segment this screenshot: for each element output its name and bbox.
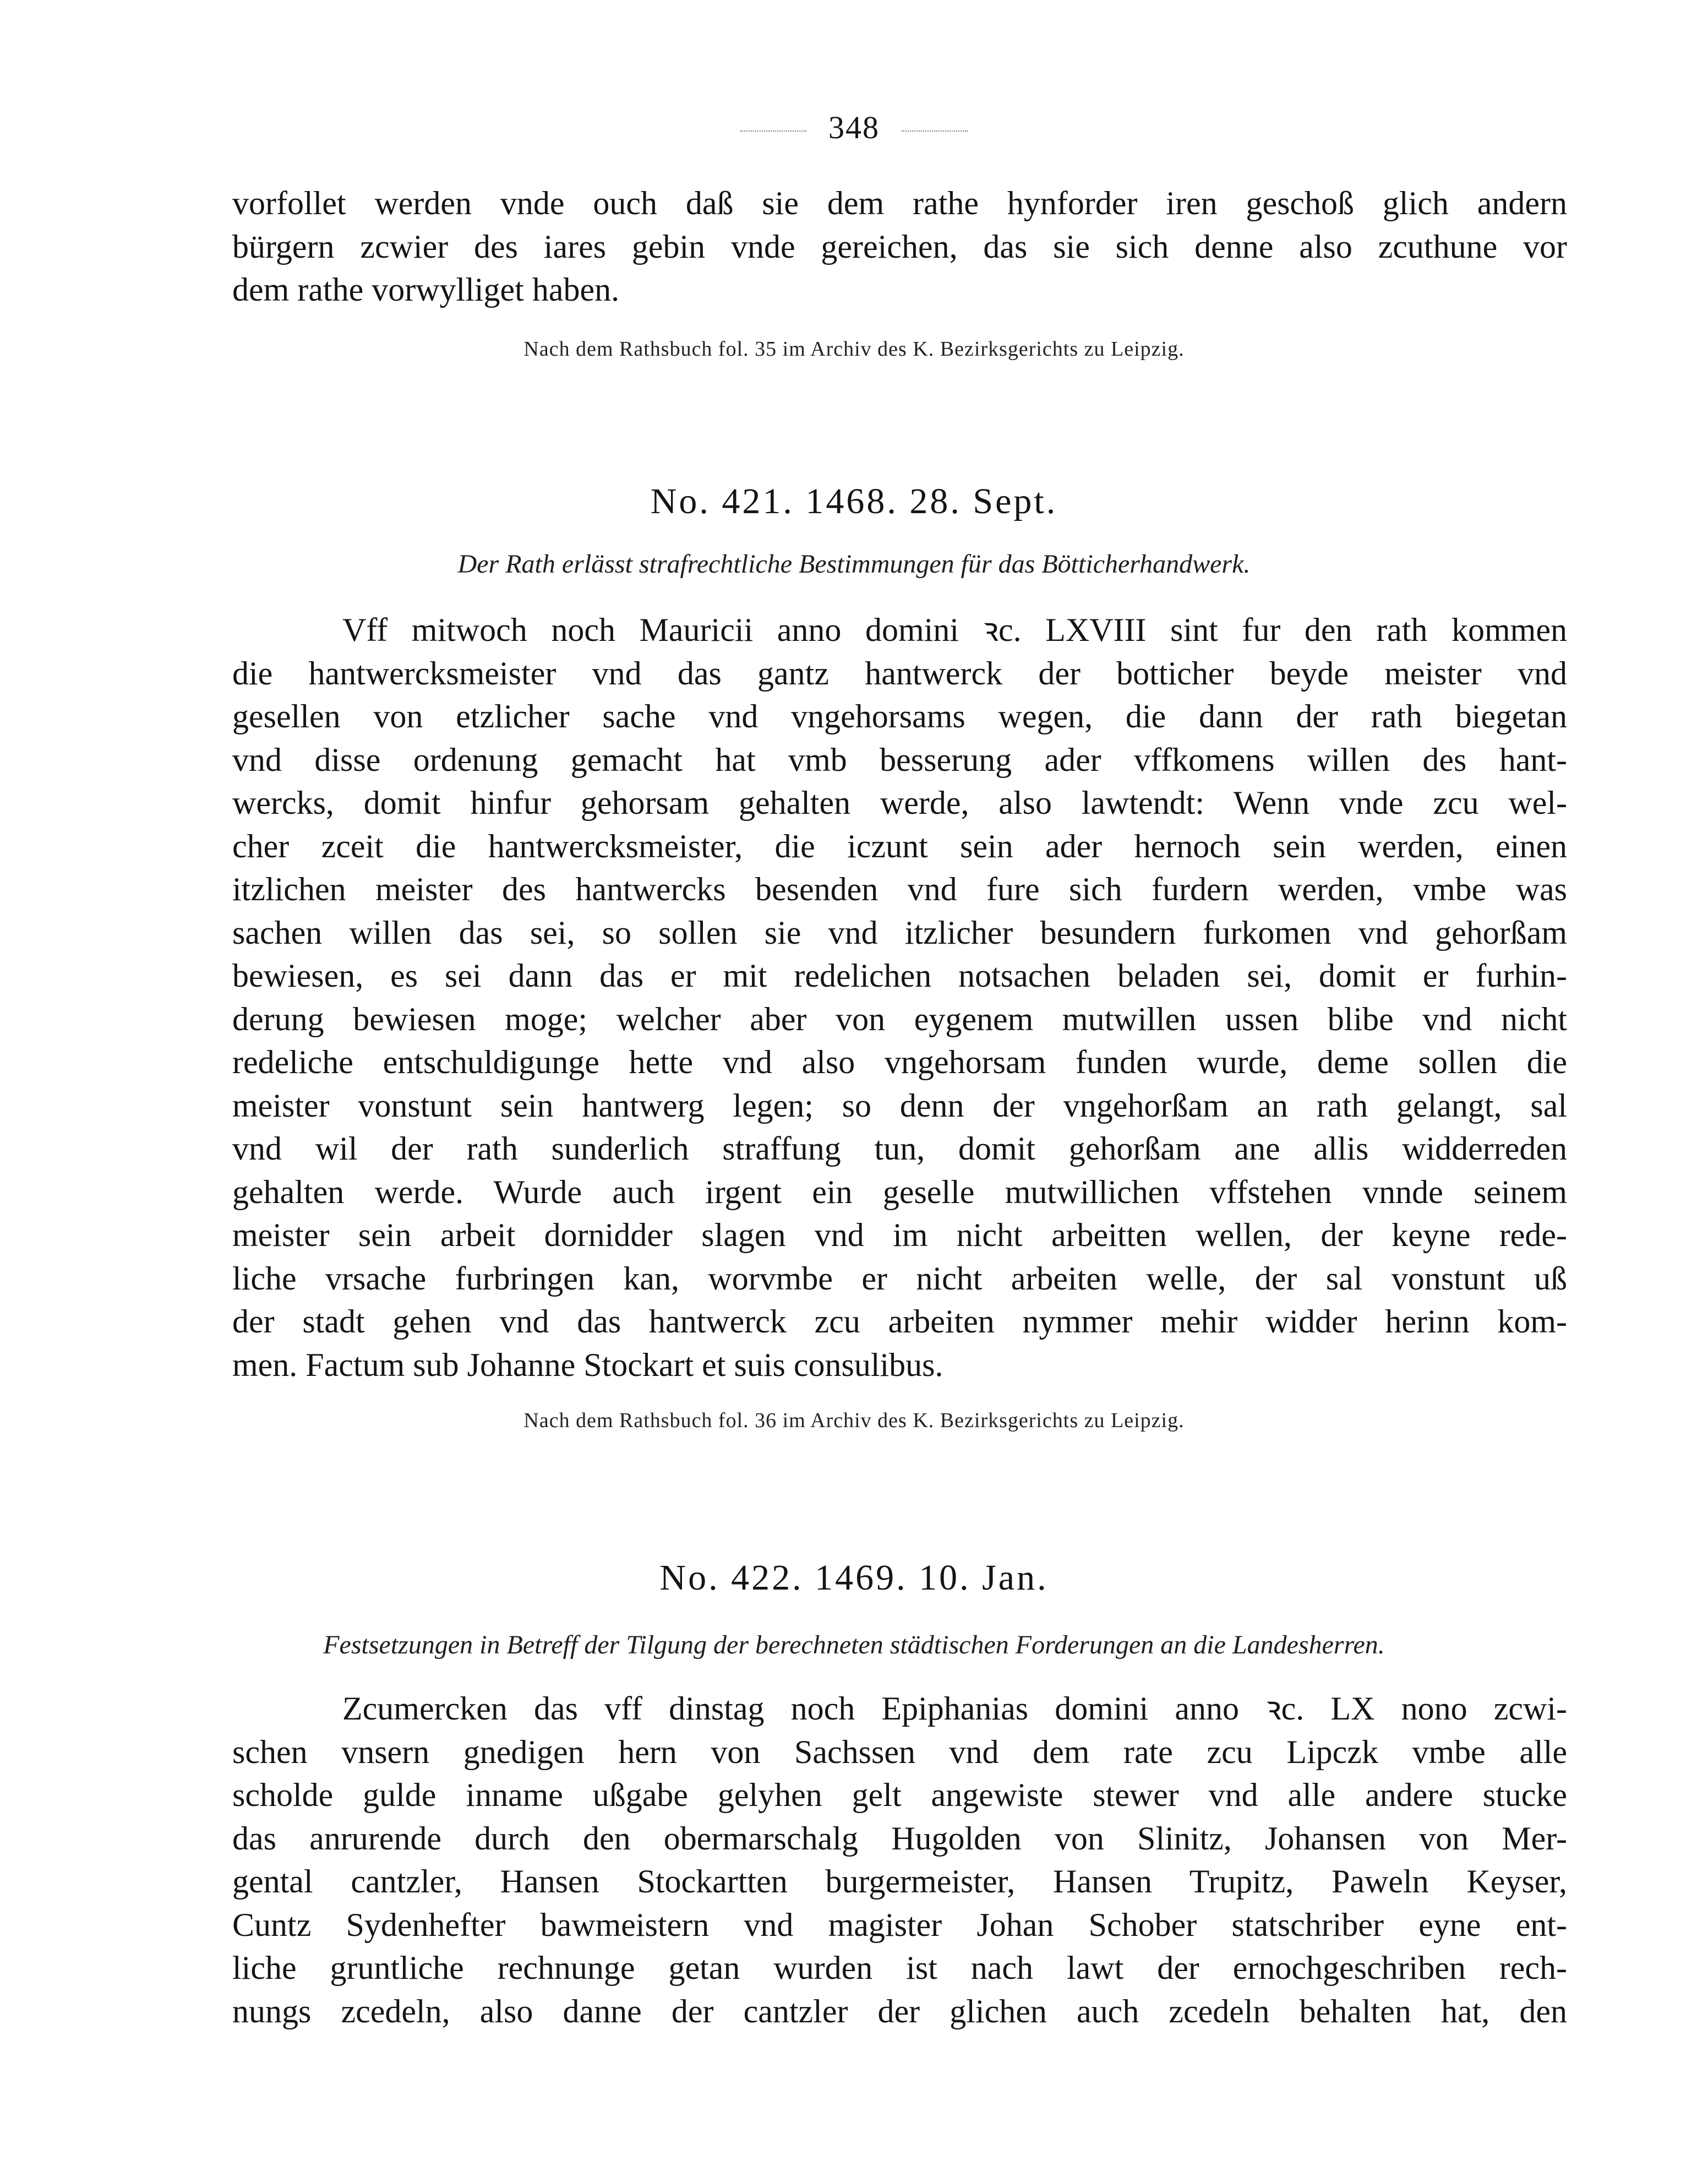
entry-422-heading: No. 422. 1469. 10. Jan. — [659, 1558, 1049, 1598]
text-line: men. Factum sub Johanne Stockart et suis consulibus. — [232, 1346, 943, 1383]
text-line: schen vnsern gnedigen hern von Sachssen vnd dem rate zcu Lipczk vmbe alle — [232, 1733, 1567, 1770]
text-line: bürgern zcwier des iares gebin vnde gereichen, das sie sich denne also zcuthune vor — [232, 228, 1567, 265]
opening-paragraph — [232, 182, 1567, 312]
text-line: bewiesen, es sei dann das er mit redelichen notsachen beladen sei, domit er furhin- — [232, 957, 1567, 994]
page-number-text: 348 — [828, 110, 880, 145]
page-number-ornament-left — [740, 130, 806, 132]
entry-421-subtitle: Der Rath erlässt strafrechtliche Bestimmungen für das Bötticherhandwerk. — [457, 549, 1251, 579]
entry-422-subtitle: Festsetzungen in Betreff der Tilgung der berechneten städtischen Forderungen an die Landesherren. — [323, 1630, 1385, 1659]
entry-421-source-note: Nach dem Rathsbuch fol. 36 im Archiv des K. Bezirksgerichts zu Leipzig. — [523, 1409, 1185, 1432]
text-line: Cuntz Sydenhefter bawmeistern vnd magister Johan Schober statschriber eyne ent- — [232, 1906, 1567, 1943]
text-line: liche gruntliche rechnunge getan wurden ist nach lawt der ernochgeschriben rech- — [232, 1950, 1567, 1986]
text-line: das anrurende durch den obermarschalg Hugolden von Slinitz, Johansen von Mer- — [232, 1820, 1567, 1857]
opening-source-note: Nach dem Rathsbuch fol. 35 im Archiv des K. Bezirksgerichts zu Leipzig. — [523, 338, 1185, 361]
text-line: die hantwercksmeister vnd das gantz hantwerck der botticher beyde meister vnd — [232, 655, 1567, 692]
entry-421-heading: No. 421. 1468. 28. Sept. — [650, 481, 1058, 521]
text-line: meister vonstunt sein hantwerg legen; so denn der vngehorßam an rath gelangt, sal — [232, 1087, 1567, 1124]
page-number-ornament-right — [902, 130, 968, 132]
text-line: nungs zcedeln, also danne der cantzler der glichen auch zcedeln behalten hat, den — [232, 1993, 1567, 2029]
text-line: liche vrsache furbringen kan, worvmbe er nicht arbeiten welle, der sal vonstunt uß — [232, 1260, 1567, 1297]
page-number — [0, 109, 1708, 146]
text-line: vnd wil der rath sunderlich straffung tun, domit gehorßam ane allis widderreden — [232, 1130, 1567, 1167]
text-line: gehalten werde. Wurde auch irgent ein geselle mutwillichen vffstehen vnnde seinem — [232, 1173, 1567, 1210]
text-line: meister sein arbeit dornidder slagen vnd im nicht arbeitten wellen, der keyne rede- — [232, 1217, 1567, 1253]
text-line: wercks, domit hinfur gehorsam gehalten werde, also lawtendt: Wenn vnde zcu wel- — [232, 785, 1567, 821]
entry-422-body — [232, 1687, 1567, 2033]
text-line: Vff mitwoch noch Mauricii anno domini ꝛc. LXVIII sint fur den rath kommen — [342, 612, 1567, 648]
text-line: vnd disse ordenung gemacht hat vmb besserung ader vffkomens willen des hant- — [232, 741, 1567, 778]
text-line: der stadt gehen vnd das hantwerck zcu arbeiten nymmer mehir widder herinn kom- — [232, 1303, 1567, 1340]
text-line: sachen willen das sei, so sollen sie vnd itzlicher besundern furkomen vnd gehorßam — [232, 914, 1567, 951]
entry-421-body — [232, 608, 1567, 1386]
text-line: scholde gulde inname ußgabe gelyhen gelt angewiste stewer vnd alle andere stucke — [232, 1777, 1567, 1813]
text-line: dem rathe vorwylliget haben. — [232, 271, 620, 308]
text-line: derung bewiesen moge; welcher aber von eygenem mutwillen ussen blibe vnd nicht — [232, 1000, 1567, 1037]
text-line: gental cantzler, Hansen Stockartten burgermeister, Hansen Trupitz, Paweln Keyser, — [232, 1863, 1567, 1900]
text-line: redeliche entschuldigunge hette vnd also vngehorsam funden wurde, deme sollen die — [232, 1044, 1567, 1080]
text-line: cher zceit die hantwercksmeister, die iczunt sein ader hernoch sein werden, einen — [232, 828, 1567, 864]
text-line: gesellen von etzlicher sache vnd vngehorsams wegen, die dann der rath biegetan — [232, 698, 1567, 734]
text-line: itzlichen meister des hantwercks besenden vnd fure sich furdern werden, vmbe was — [232, 871, 1567, 907]
text-line: vorfollet werden vnde ouch daß sie dem rathe hynforder iren geschoß glich andern — [232, 185, 1567, 221]
text-line: Zcumercken das vff dinstag noch Epiphanias domini anno ꝛc. LX nono zcwi- — [342, 1690, 1567, 1727]
